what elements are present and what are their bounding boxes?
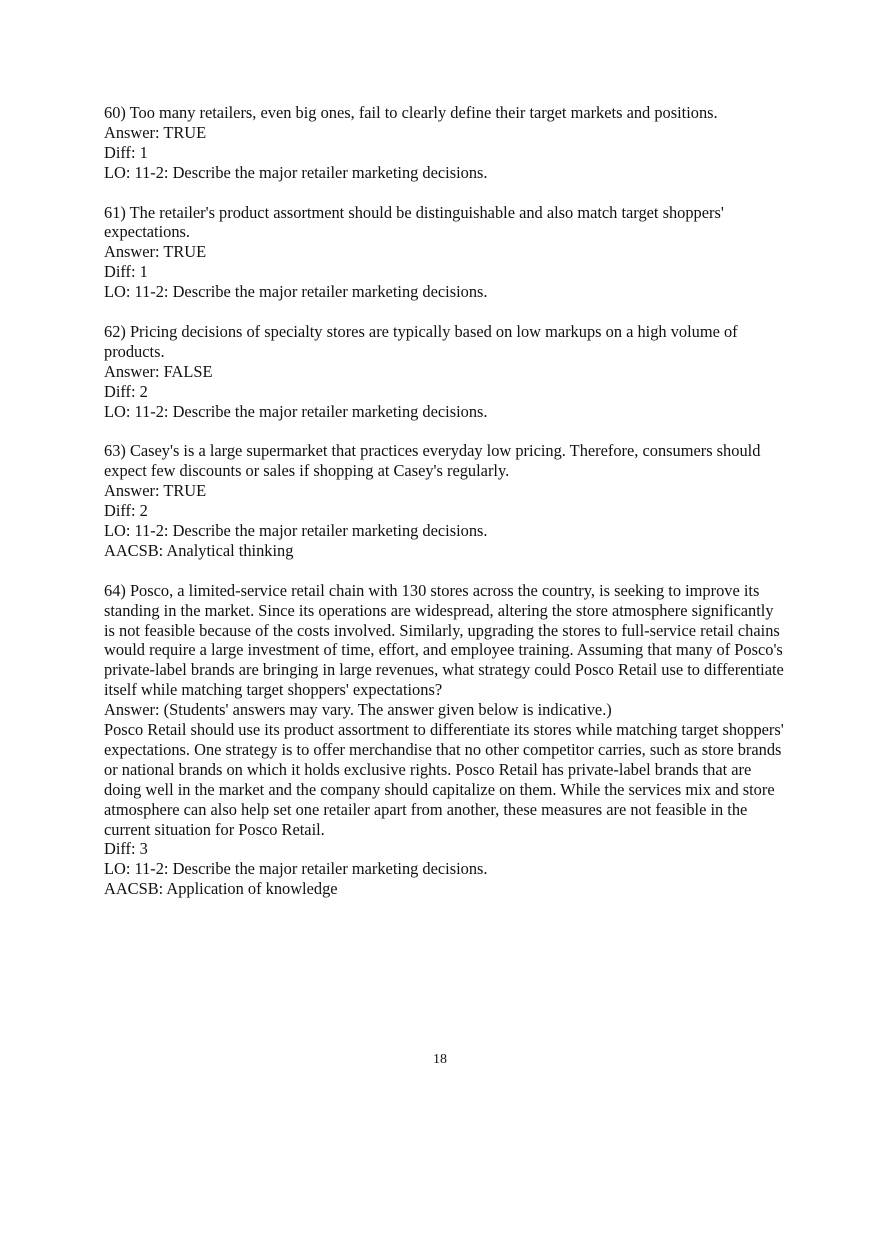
answer-line: Answer: (Students' answers may vary. The answer given below is indicative.) — [104, 700, 612, 720]
learning-objective-line: LO: 11-2: Describe the major retailer marketing decisions. — [104, 162, 488, 182]
difficulty-line: Diff: 2 — [104, 501, 148, 521]
question-62 — [104, 322, 784, 422]
question-61 — [104, 203, 784, 303]
question-64 — [104, 581, 784, 900]
difficulty-line: Diff: 2 — [104, 381, 148, 401]
document-page — [104, 103, 784, 919]
aacsb-line: AACSB: Application of knowledge — [104, 879, 338, 899]
answer-line: Answer: TRUE — [104, 242, 207, 262]
learning-objective-line: LO: 11-2: Describe the major retailer marketing decisions. — [104, 859, 488, 879]
answer-line: Answer: FALSE — [104, 361, 213, 381]
answer-line: Answer: TRUE — [104, 122, 207, 142]
answer-line: Answer: TRUE — [104, 481, 207, 501]
answer-explanation: Posco Retail should use its product assortment to differentiate its stores while matching target shoppers' expectations. One strategy is to offer merchandise that no other competitor carries, such as store brands or national brands on which it holds exclusive rights. Posco Retail has private-label brands that are doing well in the market and the company should capitalize on them. While the services mix and store atmosphere can also help set one retailer apart from another, these measures are not feasible in the current situation for Posco Retail. — [104, 720, 784, 839]
difficulty-line: Diff: 1 — [104, 142, 148, 162]
page-number: 18 — [433, 1052, 447, 1067]
learning-objective-line: LO: 11-2: Describe the major retailer marketing decisions. — [104, 282, 488, 302]
question-text: 62) Pricing decisions of specialty stores are typically based on low markups on a high volume of products. — [104, 321, 738, 361]
question-text: 64) Posco, a limited-service retail chain with 130 stores across the country, is seeking to improve its standing in the market. Since its operations are widespread, altering the store atmosphere significantly is not feasible because of the costs involved. Similarly, upgrading the stores to full-service retail chains would require a large investment of time, effort, and employee training. Assuming that many of Posco's private-label brands are bringing in large revenues, what strategy could Posco Retail use to differentiate itself while matching target shoppers' expectations? — [104, 580, 784, 700]
question-text: 63) Casey's is a large supermarket that practices everyday low pricing. Therefore, consumers should expect few discounts or sales if shopping at Casey's regularly. — [104, 441, 761, 481]
question-63 — [104, 441, 784, 560]
learning-objective-line: LO: 11-2: Describe the major retailer marketing decisions. — [104, 520, 488, 540]
question-text: 60) Too many retailers, even big ones, fail to clearly define their target markets and positions. — [104, 103, 718, 122]
aacsb-line: AACSB: Analytical thinking — [104, 540, 294, 560]
difficulty-line: Diff: 1 — [104, 262, 148, 282]
difficulty-line: Diff: 3 — [104, 839, 148, 859]
learning-objective-line: LO: 11-2: Describe the major retailer marketing decisions. — [104, 401, 488, 421]
question-text: 61) The retailer's product assortment should be distinguishable and also match target shoppers' expectations. — [104, 202, 724, 242]
question-60 — [104, 103, 784, 183]
